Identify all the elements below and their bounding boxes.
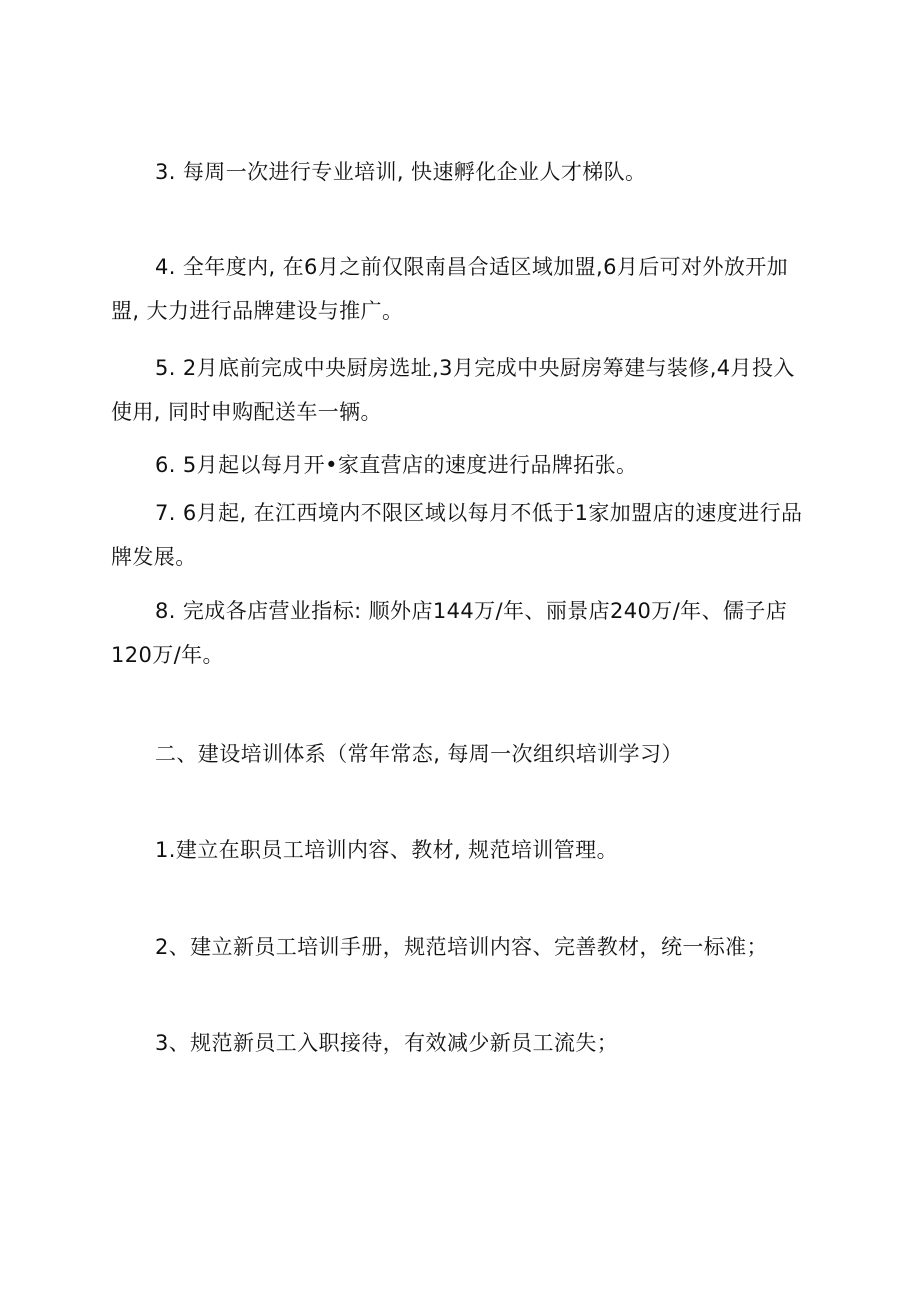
paragraph-item-7: 7. 6月起, 在江西境内不限区域以每月不低于1家加盟店的速度进行品牌发展。 (111, 501, 803, 569)
paragraph-item-3: 3. 每周一次进行专业培训, 快速孵化企业人才梯队。 (155, 160, 647, 184)
training-item-3: 3、规范新员工入职接待，有效减少新员工流失； (155, 1031, 619, 1055)
paragraph-item-4: 4. 全年度内, 在6月之前仅限南昌合适区域加盟,6月后可对外放开加盟, 大力进行品牌建设与推广。 (111, 255, 789, 323)
training-item-2: 2、建立新员工培训手册，规范培训内容、完善教材，统一标准； (155, 935, 768, 959)
training-item-1: 1.建立在职员工培训内容、教材, 规范培训管理。 (155, 838, 618, 862)
paragraph-item-8: 8. 完成各店营业指标: 顺外店144万/年、丽景店240万/年、儒子店120万/年。 (111, 599, 788, 667)
section-heading-training-system: 二、建设培训体系（常年常态, 每周一次组织培训学习） (155, 742, 683, 766)
paragraph-item-6: 6. 5月起以每月开•家直营店的速度进行品牌拓张。 (155, 453, 638, 477)
paragraph-item-5: 5. 2月底前完成中央厨房选址,3月完成中央厨房筹建与装修,4月投入使用, 同时申购配送车一辆。 (111, 356, 795, 424)
